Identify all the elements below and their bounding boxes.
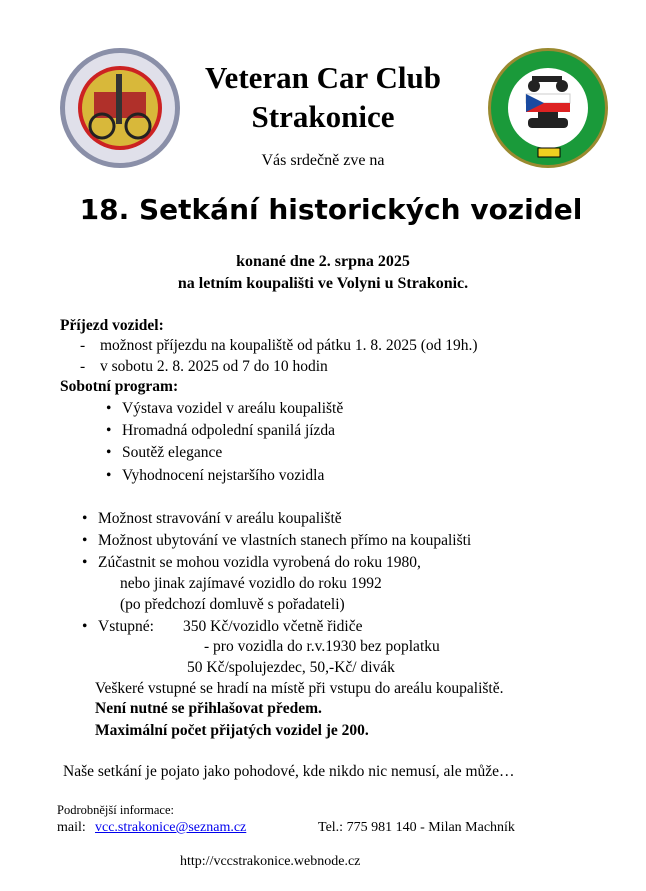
program-item: • Vyhodnocení nejstaršího vozidla [122,466,324,486]
event-date: konané dne 2. srpna 2025 [236,253,410,270]
info-continuation: (po předchozí domluvě s pořadateli) [120,596,345,613]
info-continuation: nebo jinak zajímavé vozidlo do roku 1992 [120,575,382,592]
info-item: • Zúčastnit se mohou vozidla vyrobená do roku 1980, [98,553,421,573]
info-item: • Možnost stravování v areálu koupaliště [98,509,342,529]
program-item: • Výstava vozidel v areálu koupaliště [122,399,343,419]
fee-passenger: 50 Kč/spolujezdec, 50,-Kč/ divák [187,659,395,676]
website-url[interactable]: http://vccstrakonice.webnode.cz [180,854,361,869]
email-link[interactable]: vcc.strakonice@seznam.cz [95,820,247,835]
program-item: • Soutěž elegance [122,443,222,463]
capacity-note: Maximální počet přijatých vozidel je 200. [95,722,369,739]
fee-old-vehicle: - pro vozidla do r.v.1930 bez poplatku [204,638,440,655]
registration-note: Není nutné se přihlašovat předem. [95,700,322,717]
more-info-label: Podrobnější informace: [57,803,174,817]
program-item: • Hromadná odpolední spanilá jízda [122,421,335,441]
club-city: Strakonice [251,99,395,134]
mail-label: mail: [57,820,86,835]
invite-text: Vás srdečně zve na [261,152,385,169]
club-name: Veteran Car Club [205,60,441,95]
fee-label: • Vstupné: [98,617,154,637]
arrival-item: možnost příjezdu na koupaliště od pátku 1. 8. 2025 (od 19h.) [100,337,478,354]
program-heading: Sobotní program: [60,378,179,395]
event-title: 18. Setkání historických vozidel [79,193,583,226]
event-location: na letním koupališti ve Volyni u Strakonic. [177,275,469,292]
dash: - [80,358,86,375]
phone-contact: Tel.: 775 981 140 - Milan Machník [318,820,515,835]
arrival-heading: Příjezd vozidel: [60,317,164,334]
arrival-item: v sobotu 2. 8. 2025 od 7 do 10 hodin [100,358,328,375]
dash: - [80,337,86,354]
closing-text: Naše setkání je pojato jako pohodové, kde nikdo nic nemusí, ale může… [63,763,515,780]
info-item: • Možnost ubytování ve vlastních stanech přímo na koupališti [98,531,471,551]
fee-vehicle: 350 Kč/vozidlo včetně řidiče [183,618,363,635]
fee-note: Veškeré vstupné se hradí na místě při vstupu do areálu koupaliště. [95,680,504,697]
